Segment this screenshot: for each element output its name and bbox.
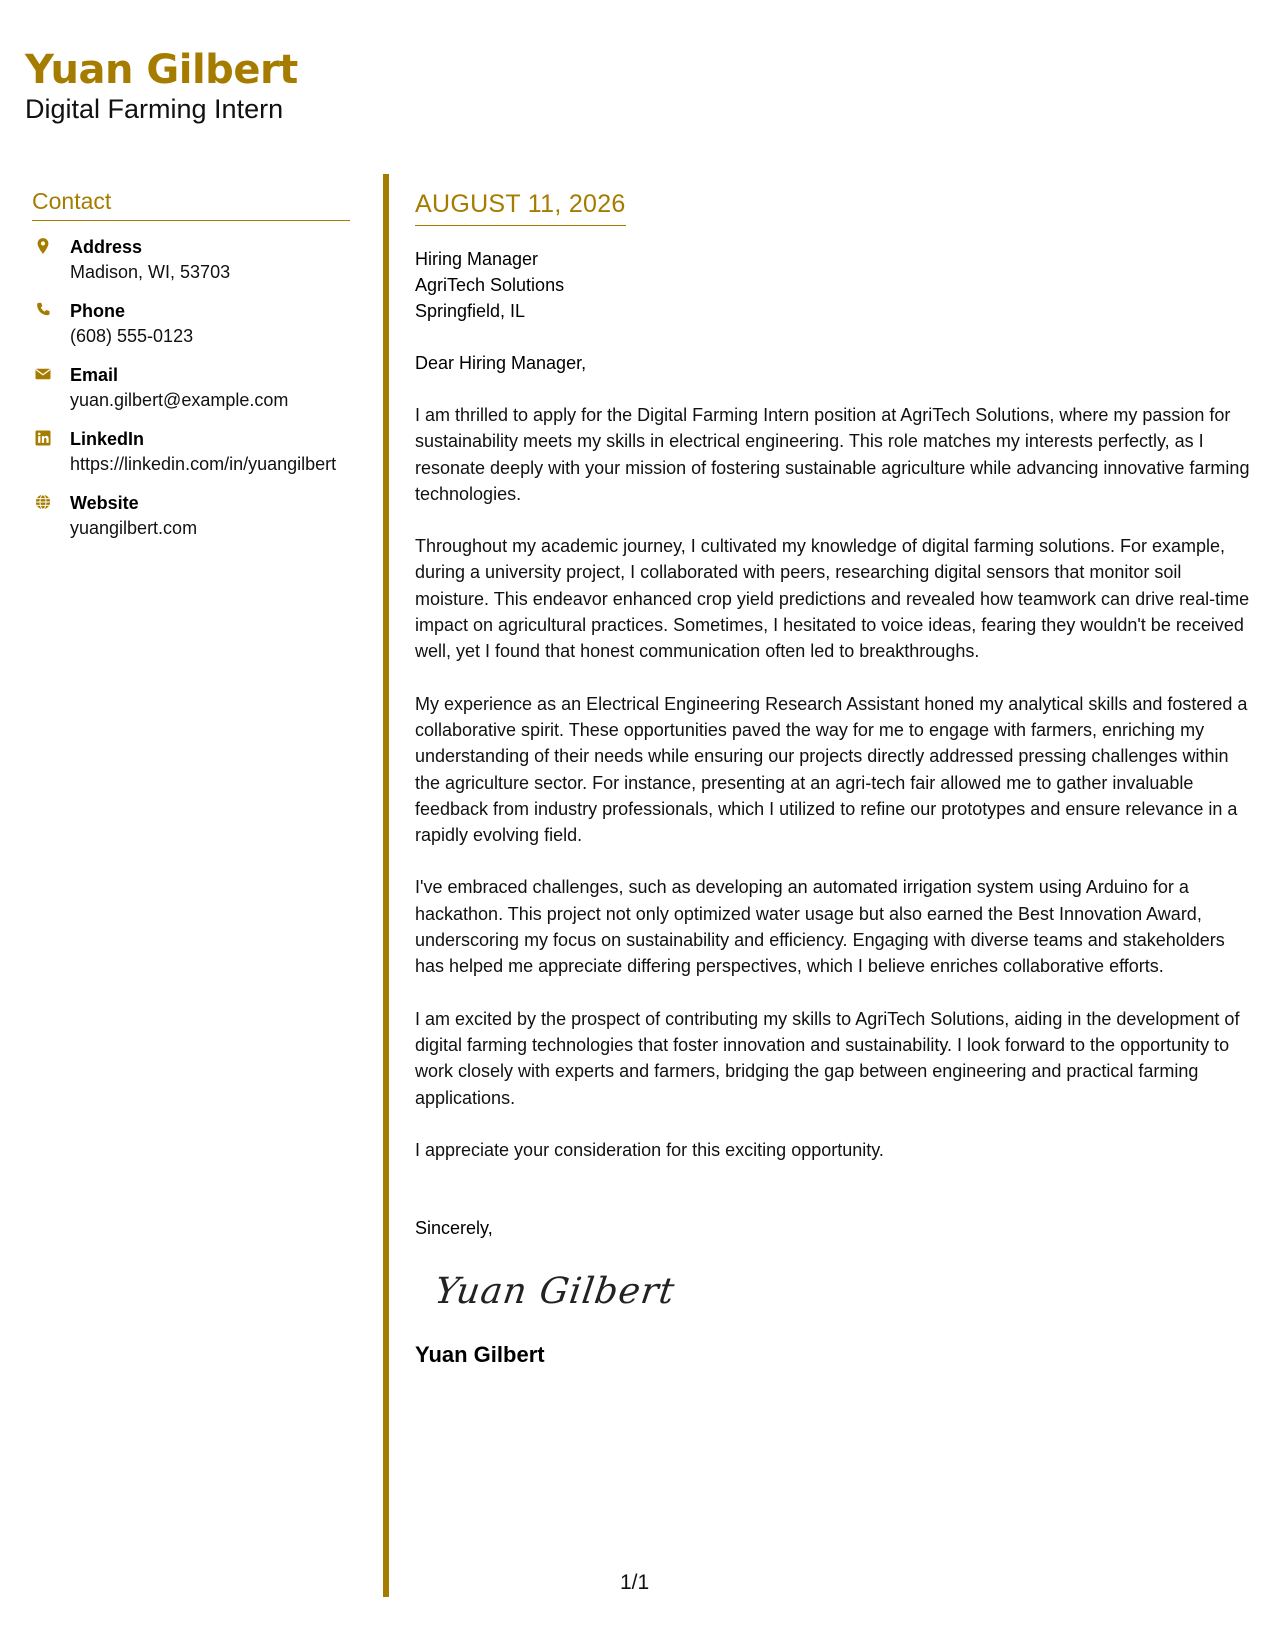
- letter-body: [415, 190, 1250, 1368]
- contact-item-address: [32, 235, 350, 285]
- website-label: Website: [70, 493, 139, 513]
- letter-paragraph: I've embraced challenges, such as developing an automated irrigation system using Arduino for a hackathon. This project not only optimized water usage but also earned the Best Innovation Award, underscoring my focus on sustainability and efficiency. Engaging with diverse teams and stakeholders has helped me appreciate differing perspectives, which I believe enriches collaborative efforts.: [415, 877, 1225, 977]
- phone-value: (608) 555-0123: [70, 326, 194, 346]
- letter-paragraph: I am thrilled to apply for the Digital Farming Intern position at AgriTech Solutions, where my passion for sustainability meets my skills in electrical engineering. This role matches my interests perfectly, as I resonate deeply with your mission of fostering sustainable agriculture while advancing innovative farming technologies.: [415, 405, 1250, 504]
- contact-item-linkedin: [32, 427, 350, 477]
- letter-date: AUGUST 11, 2026: [415, 190, 626, 226]
- contact-item-email: [32, 363, 350, 413]
- recipient-line: Springfield, IL: [415, 301, 526, 321]
- letter-paragraph: My experience as an Electrical Engineering Research Assistant honed my analytical skills and fostered a collaborative spirit. These opportunities paved the way for me to engage with farmers, enriching my understanding of their needs while ensuring our projects directly addressed pressing challenges within the agriculture sector. For instance, presenting at an agri-tech fair allowed me to gather invaluable feedback from industry professionals, which I utilized to refine our prototypes and ensure relevance in a rapidly evolving field.: [415, 693, 1248, 846]
- address-value: Madison, WI, 53703: [70, 262, 231, 282]
- website-value[interactable]: yuangilbert.com: [70, 518, 198, 538]
- envelope-icon: [34, 365, 52, 383]
- recipient-line: Hiring Manager: [415, 249, 539, 269]
- phone-icon: [34, 301, 52, 319]
- job-title: Digital Farming Intern: [25, 94, 284, 124]
- handwritten-signature: Yuan Gilbert: [432, 1271, 678, 1313]
- recipient-block: [415, 246, 1250, 324]
- address-label: Address: [70, 237, 143, 257]
- email-label: Email: [70, 365, 119, 385]
- letter-paragraph: I appreciate your consideration for this exciting opportunity.: [415, 1139, 884, 1160]
- contact-sidebar: [32, 188, 350, 555]
- recipient-line: AgriTech Solutions: [415, 275, 565, 295]
- vertical-divider: [383, 174, 389, 1597]
- signer-name: Yuan Gilbert: [415, 1342, 545, 1368]
- page-number: 1/1: [620, 1571, 650, 1594]
- header: [25, 48, 298, 125]
- applicant-name: Yuan Gilbert: [25, 47, 298, 93]
- email-value[interactable]: yuan.gilbert@example.com: [70, 390, 289, 410]
- letter-paragraph: Throughout my academic journey, I cultivated my knowledge of digital farming solutions. For example, during a university project, I collaborated with peers, researching digital sensors that monitor soil moisture. This endeavor enhanced crop yield predictions and revealed how teamwork can drive real-time impact on agricultural practices. Sometimes, I hesitated to voice ideas, fearing they wouldn't be received well, yet I found that honest communication often led to breakthroughs.: [415, 536, 1250, 662]
- contact-heading: Contact: [32, 188, 350, 221]
- salutation: Dear Hiring Manager,: [415, 353, 587, 373]
- closing: Sincerely,: [415, 1218, 493, 1239]
- linkedin-icon: [34, 429, 52, 447]
- phone-label: Phone: [70, 301, 126, 321]
- linkedin-label: LinkedIn: [70, 429, 145, 449]
- letter-paragraph: I am excited by the prospect of contributing my skills to AgriTech Solutions, aiding in the development of digital farming technologies that foster innovation and sustainability. I look forward to the opportunity to work closely with experts and farmers, bridging the gap between engineering and practical farming applications.: [415, 1008, 1240, 1108]
- linkedin-value[interactable]: https://linkedin.com/in/yuangilbert: [70, 454, 337, 474]
- map-pin-icon: [34, 237, 52, 255]
- globe-icon: [34, 493, 52, 511]
- contact-item-website: [32, 491, 350, 541]
- contact-item-phone: [32, 299, 350, 349]
